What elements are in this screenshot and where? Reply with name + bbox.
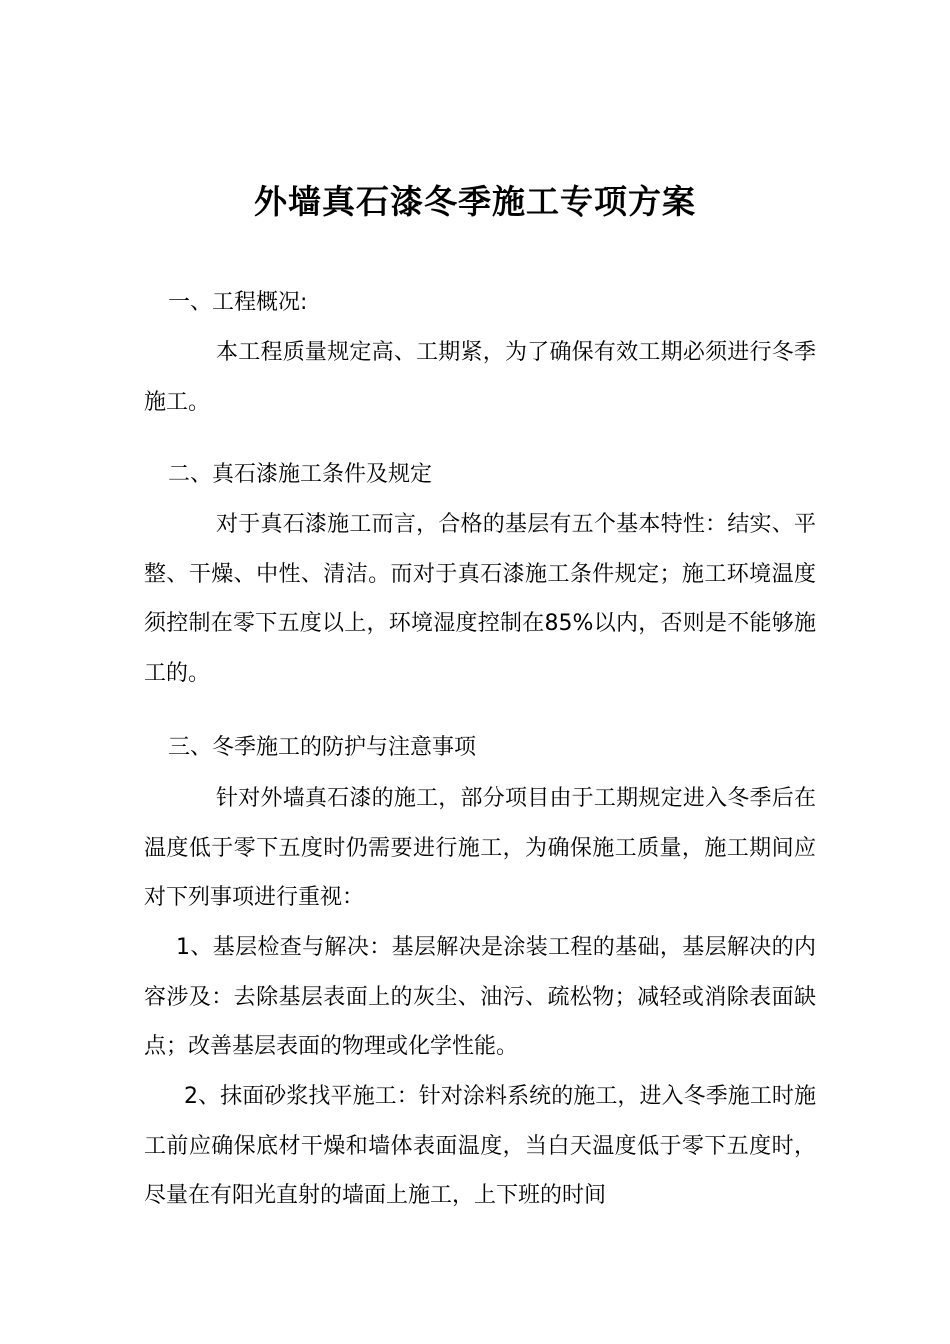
document-title: 外墙真石漆冬季施工专项方案 — [254, 182, 696, 221]
paragraph-item-1: 1、基层检查与解决：基层解决是涂装工程的基础，基层解决的内容涉及：去除基层表面上的灰尘、油污、疏松物；减轻或消除表面缺点；改善基层表面的物理或化学性能。 — [144, 935, 816, 1059]
paragraph-overview: 本工程质量规定高、工期紧，为了确保有效工期必须进行冬季施工。 — [144, 340, 816, 415]
paragraph-item-2: 2、抹面砂浆找平施工：针对涂料系统的施工，进入冬季施工时施工前应确保底材干燥和墙体表面温度，当白天温度低于零下五度时，尽量在有阳光直射的墙面上施工，上下班的时间 — [144, 1084, 816, 1208]
paragraph-precautions-intro: 针对外墙真石漆的施工，部分项目由于工期规定进入冬季后在温度低于零下五度时仍需要进行施工，为确保施工质量，施工期间应对下列事项进行重视： — [144, 786, 816, 910]
paragraph-conditions: 对于真石漆施工而言，合格的基层有五个基本特性：结实、平整、干燥、中性、清洁。而对于真石漆施工条件规定；施工环境温度须控制在零下五度以上，环境湿度控制在85%以内，否则是不能够施工的。 — [144, 512, 816, 686]
section-heading-precautions: 三、冬季施工的防护与注意事项 — [168, 735, 477, 760]
section-heading-conditions: 二、真石漆施工条件及规定 — [168, 462, 433, 487]
section-heading-overview: 一、工程概况: — [168, 290, 308, 315]
